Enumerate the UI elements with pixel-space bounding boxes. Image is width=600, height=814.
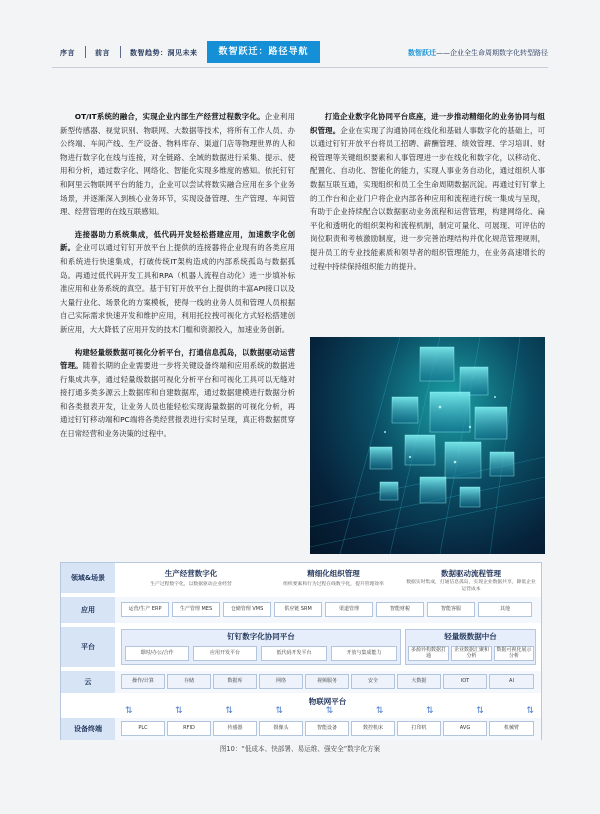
diagram-row-iot <box>61 694 541 718</box>
row-label: 领域&场景 <box>61 563 115 593</box>
row-label: 设备终端 <box>61 718 115 740</box>
device-cell: 打印机 <box>397 721 441 736</box>
paragraph-lead: 构建轻量级数据可视化分析平台，打通信息孤岛，以数据驱动运营管理。 <box>60 347 295 371</box>
row-label: 平台 <box>61 627 115 667</box>
paragraph-lead: OT/IT系统的融合，实现企业内部生产经营过程数字化。 <box>74 112 265 121</box>
paragraph-lead: 打造企业数字化协同平台底座，进一步推动精细化的业务协同与组织管理。 <box>310 112 545 135</box>
digital-solution-diagram <box>60 562 542 740</box>
platform-cell: 低代码开发平台 <box>261 646 327 661</box>
platform-cell: 数据可视化展示分析 <box>494 646 534 661</box>
app-cell: 生产管理 MES <box>172 602 220 617</box>
cloud-cell: 视频服务 <box>305 674 349 689</box>
app-cell: 运营/生产 ERP <box>121 602 169 617</box>
cloud-cell: AI <box>489 674 534 689</box>
paragraph <box>60 346 295 441</box>
figure-caption: 图10：“低成本、快部署、易运维、强安全”数字化方案 <box>219 745 381 753</box>
cloud-cell: 大数据 <box>397 674 441 689</box>
paragraph-body: 企业可以通过钉钉开放平台上提供的连接器将企业现有的各类应用和系统进行快速集成，打破传统IT架构造成的内部系统孤岛与数据孤岛。再通过低代码开发工具和RPA（机器人流程自动化）进一步填补标准应用和业务系统的真空。基于钉钉开放平台上提供的丰富API接口以及大量行业化、场景化的方案模板，使得一线的业务人员和管理人员根据自己实际需求快速开发和维护应用，利用托拉拽可视化方式轻松搭建创新应用，大大降低了应用开发的技术门槛和资源投入，加速业务创新。 <box>60 243 295 334</box>
app-cell: 智能客服 <box>427 602 475 617</box>
paragraph <box>310 110 545 273</box>
header-tab-preface[interactable]: 序言 <box>60 49 75 57</box>
up-down-arrow-icon: ⇅ <box>426 706 434 716</box>
device-cell: 机械臂 <box>489 721 534 736</box>
paragraph <box>60 228 295 337</box>
up-down-arrow-icon: ⇅ <box>275 706 284 716</box>
row-label: 应用 <box>61 597 115 623</box>
header-tab-trends[interactable]: 数智趋势：洞见未来 <box>130 49 198 57</box>
digital-data-illustration <box>310 337 545 554</box>
domain-title: 数据驱动流程管理 <box>441 569 501 578</box>
cloud-cell: 存储 <box>167 674 211 689</box>
header-tab-active[interactable]: 数智跃迁：路径导航 <box>207 41 320 63</box>
header-section-prefix: 数智跃迁 <box>408 49 436 57</box>
cloud-cell: IOT <box>443 674 487 689</box>
data-cubes-graphic <box>310 337 545 554</box>
up-down-arrow-icon: ⇅ <box>476 706 484 716</box>
up-down-arrow-icon: ⇅ <box>125 706 133 716</box>
app-cell: 其他 <box>478 602 532 617</box>
platform-cell: 应用开发平台 <box>193 646 257 661</box>
app-cell: 仓储管理 VMS <box>223 602 271 617</box>
device-cell: 智能设备 <box>305 721 349 736</box>
iot-platform-title: 物联网平台 <box>308 697 347 706</box>
device-cell: AVG <box>443 721 487 736</box>
domain-subtitle: 数据实时集成，打通信息孤岛，实现企业数据共享，降低企业运营成本 <box>406 580 536 592</box>
diagram-row-cloud <box>61 671 541 693</box>
left-column <box>60 110 295 450</box>
diagram-row-devices <box>61 718 541 740</box>
platform-left-title: 钉钉数字化协同平台 <box>227 632 295 641</box>
header-separator <box>85 46 86 58</box>
domain-title: 精细化组织管理 <box>307 569 360 578</box>
up-down-arrow-icon: ⇅ <box>375 706 384 716</box>
right-column <box>310 110 545 282</box>
app-cell: 供应链 SRM <box>274 602 322 617</box>
domain-subtitle: 生产过程数字化，以数据驱动企业经营 <box>150 582 232 587</box>
up-down-arrow-icon: ⇅ <box>526 706 534 716</box>
platform-cell: 多源异构数据打通 <box>408 646 449 661</box>
cloud-cell: 数据库 <box>213 674 257 689</box>
device-cell: 数控机床 <box>351 721 395 736</box>
header-separator <box>120 46 121 58</box>
up-down-arrow-icon: ⇅ <box>325 706 334 716</box>
platform-cell: 企业数据汇聚和分析 <box>451 646 492 661</box>
paragraph-lead: 连接器助力系统集成，低代码开发轻松搭建应用，加速数字化创新。 <box>60 229 295 253</box>
device-cell: 摄像头 <box>259 721 303 736</box>
row-label: 云 <box>61 671 115 693</box>
domain-subtitle: 组织要素和行为过程在线数字化，提升管理效率 <box>283 582 384 587</box>
page-header <box>0 0 600 70</box>
paragraph <box>60 110 295 219</box>
paragraph-body: 企业在实现了沟通协同在线化和基础人事数字化的基础上，可以通过钉钉开放平台将员工招聘、薪酬管理、绩效管理、学习培训、财税管理等关键组织要素和人事管理进一步在线化和数字化，以移动化、配置化、自动化、智能化的能力，实现人事业务自动化，通过组织人事数据互联互通，实现组织和员工全生命周期数据沉淀。再通过钉钉掌上的工作台和企业门户将企业内部各种应用和流程进行统一集成与呈现，有助于企业持续配合以数据驱动业务流程和运营管理，构建网络化、扁平化和透明化的组织架构和流程机制，制定可量化、可展现、可评估的岗位职责和考核激励制度，进一步完善治理结构并优化规范管理规则，提升员工的专业技能素质和领导者的组织管理能力，在业务高速增长的过程中持续保持组织能力的提升。 <box>310 125 545 271</box>
app-cell: 渠道管理 <box>325 602 373 617</box>
paragraph-body: 企业利用新型传感器、视觉识别、物联网、大数据等技术，将所有工作人员、办公终端、车间产线、生产设备、物料库存、渠道门店等物理世界的人和物进行数字化在线与连接，对全链路、全域的数据进行采集、提示、使用和分析，通过数字化、网络化、智能化实现多维度的感知。依托钉钉和阿里云物联网平台的能力，企业可以尝试将数实融合应用在多个业务场景，并逐渐深入到核心业务环节，实现设备管理、生产管理、车间管理、经营管理的在线互联感知。 <box>60 112 295 217</box>
header-tab-foreword[interactable]: 前言 <box>95 49 110 57</box>
diagram-row-apps <box>61 597 541 623</box>
device-cell: 传感器 <box>213 721 257 736</box>
platform-cell: 开放与集成能力 <box>331 646 397 661</box>
device-cell: PLC <box>121 721 165 736</box>
app-cell: 智能财税 <box>376 602 424 617</box>
platform-right-title: 轻量级数据中台 <box>444 632 497 641</box>
header-section-suffix: ——企业全生命周期数字化转型路径 <box>436 49 548 57</box>
iot-arrows <box>125 706 534 716</box>
domain-title: 生产经营数字化 <box>164 569 218 578</box>
cloud-cell: 网络 <box>259 674 303 689</box>
cloud-cell: 操作/计算 <box>121 674 165 689</box>
diagram-row-platform <box>61 627 541 667</box>
cloud-cell: 安全 <box>351 674 395 689</box>
header-section-title <box>408 48 548 58</box>
header-divider <box>52 67 548 68</box>
up-down-arrow-icon: ⇅ <box>225 706 233 716</box>
diagram-row-domain <box>61 563 541 593</box>
up-down-arrow-icon: ⇅ <box>175 706 183 716</box>
paragraph-body: 随着长期的企业需要进一步将关键设备终端和应用系统的数据进行集成共享，通过轻量级数据可视化分析平台和可视化工具可以无缝对接打通多类多源云上数据库和自建数据库，通过数据建模进行数据分析和各类报表开发，让业务人员也能轻松实现海量数据的可视化分析，再通过钉钉移动端和PC端将各类经营报表进行实时呈现，真正将数据贯穿在日常经营和业务决策的过程中。 <box>60 361 295 439</box>
device-cell: RFID <box>167 721 211 736</box>
platform-cell: 即时/办公/合作 <box>125 646 189 661</box>
